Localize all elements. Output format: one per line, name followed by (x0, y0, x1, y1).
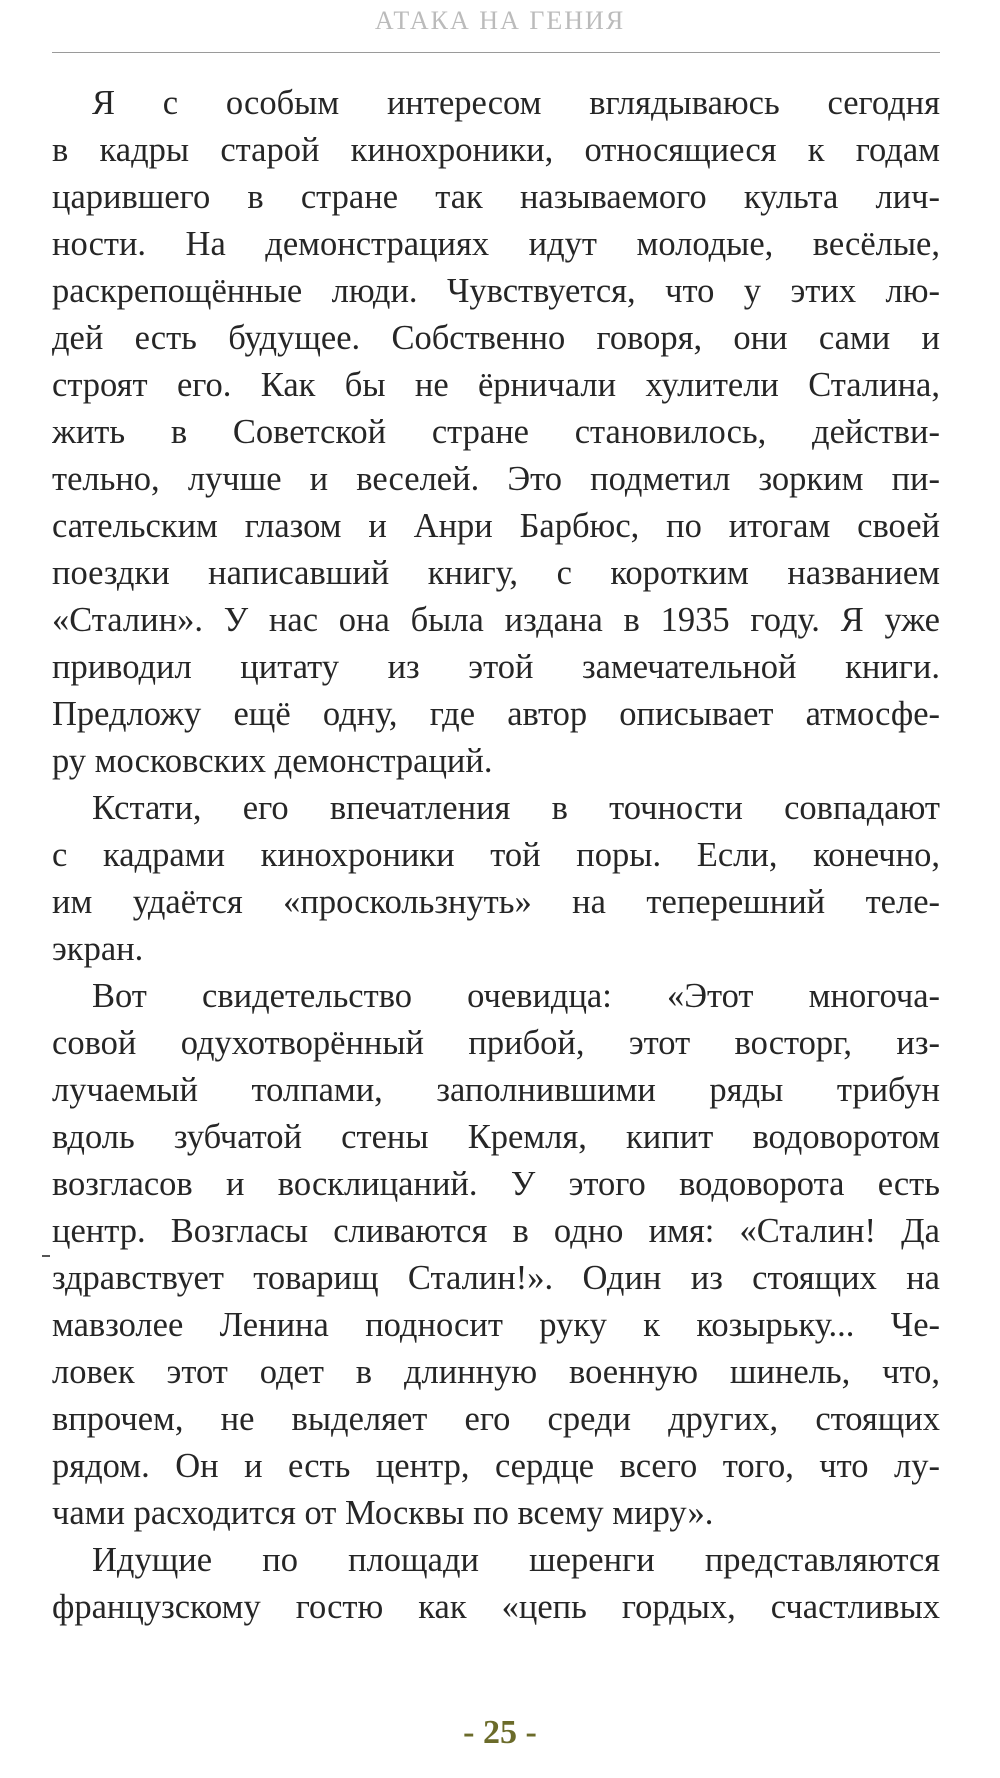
text-line: центр. Возгласы сливаются в одно имя: «Сталин! Да (52, 1212, 940, 1250)
text-line: «Сталин». У нас она была издана в 1935 году. Я уже (52, 601, 940, 639)
text-line: французскому гостю как «цепь гордых, счастливых (52, 1588, 940, 1626)
text-line: Вот свидетельство очевидца: «Этот многоча- (92, 977, 940, 1015)
text-line: жить в Советской стране становилось, действи- (52, 413, 940, 451)
text-line: Я с особым интересом вглядываюсь сегодня (92, 84, 940, 122)
text-line: Идущие по площади шеренги представляются (92, 1541, 940, 1579)
running-head-title: АТАКА НА ГЕНИЯ (374, 6, 626, 35)
page-number: - 25 - (463, 1714, 537, 1751)
text-line: им удаётся «проскользнуть» на теперешний теле- (52, 883, 940, 921)
text-line: дей есть будущее. Собственно говоря, они сами и (52, 319, 940, 357)
text-line: экран. (52, 930, 144, 968)
text-line: сательским глазом и Анри Барбюс, по итогам своей (52, 507, 940, 545)
text-line: ру московских демонстраций. (52, 742, 493, 780)
text-line: с кадрами кинохроники той поры. Если, конечно, (52, 836, 940, 874)
text-line: Предложу ещё одну, где автор описывает атмосфе- (52, 695, 940, 733)
text-line: впрочем, не выделяет его среди других, стоящих (52, 1400, 940, 1438)
text-line: чами расходится от Москвы по всему миру». (52, 1494, 714, 1532)
text-line: лучаемый толпами, заполнившими ряды трибун (52, 1071, 940, 1109)
text-line: поездки написавший книгу, с коротким названием (52, 554, 940, 592)
text-line: Кстати, его впечатления в точности совпадают (92, 789, 940, 827)
margin-mark (42, 1255, 50, 1257)
header-divider (52, 52, 940, 53)
text-line: вдоль зубчатой стены Кремля, кипит водоворотом (52, 1118, 940, 1156)
text-line: здравствует товарищ Сталин!». Один из стоящих на (52, 1259, 940, 1297)
text-line: мавзолее Ленина подносит руку к козырьку... Че- (52, 1306, 940, 1344)
text-line: строят его. Как бы не ёрничали хулители Сталина, (52, 366, 940, 404)
text-line: рядом. Он и есть центр, сердце всего того, что лу- (52, 1447, 940, 1485)
text-line: тельно, лучше и веселей. Это подметил зорким пи- (52, 460, 940, 498)
text-line: приводил цитату из этой замечательной книги. (52, 648, 940, 686)
text-line: раскрепощённые люди. Чувствуется, что у этих лю- (52, 272, 940, 310)
text-line: совой одухотворённый прибой, этот восторг, из- (52, 1024, 940, 1062)
text-line: ности. На демонстрациях идут молодые, весёлые, (52, 225, 940, 263)
text-line: ловек этот одет в длинную военную шинель, что, (52, 1353, 940, 1391)
text-line: в кадры старой кинохроники, относящиеся к годам (52, 131, 940, 169)
text-line: царившего в стране так называемого культа лич- (52, 178, 940, 216)
body-text (52, 80, 940, 1631)
text-line: возгласов и восклицаний. У этого водоворота есть (52, 1165, 940, 1203)
